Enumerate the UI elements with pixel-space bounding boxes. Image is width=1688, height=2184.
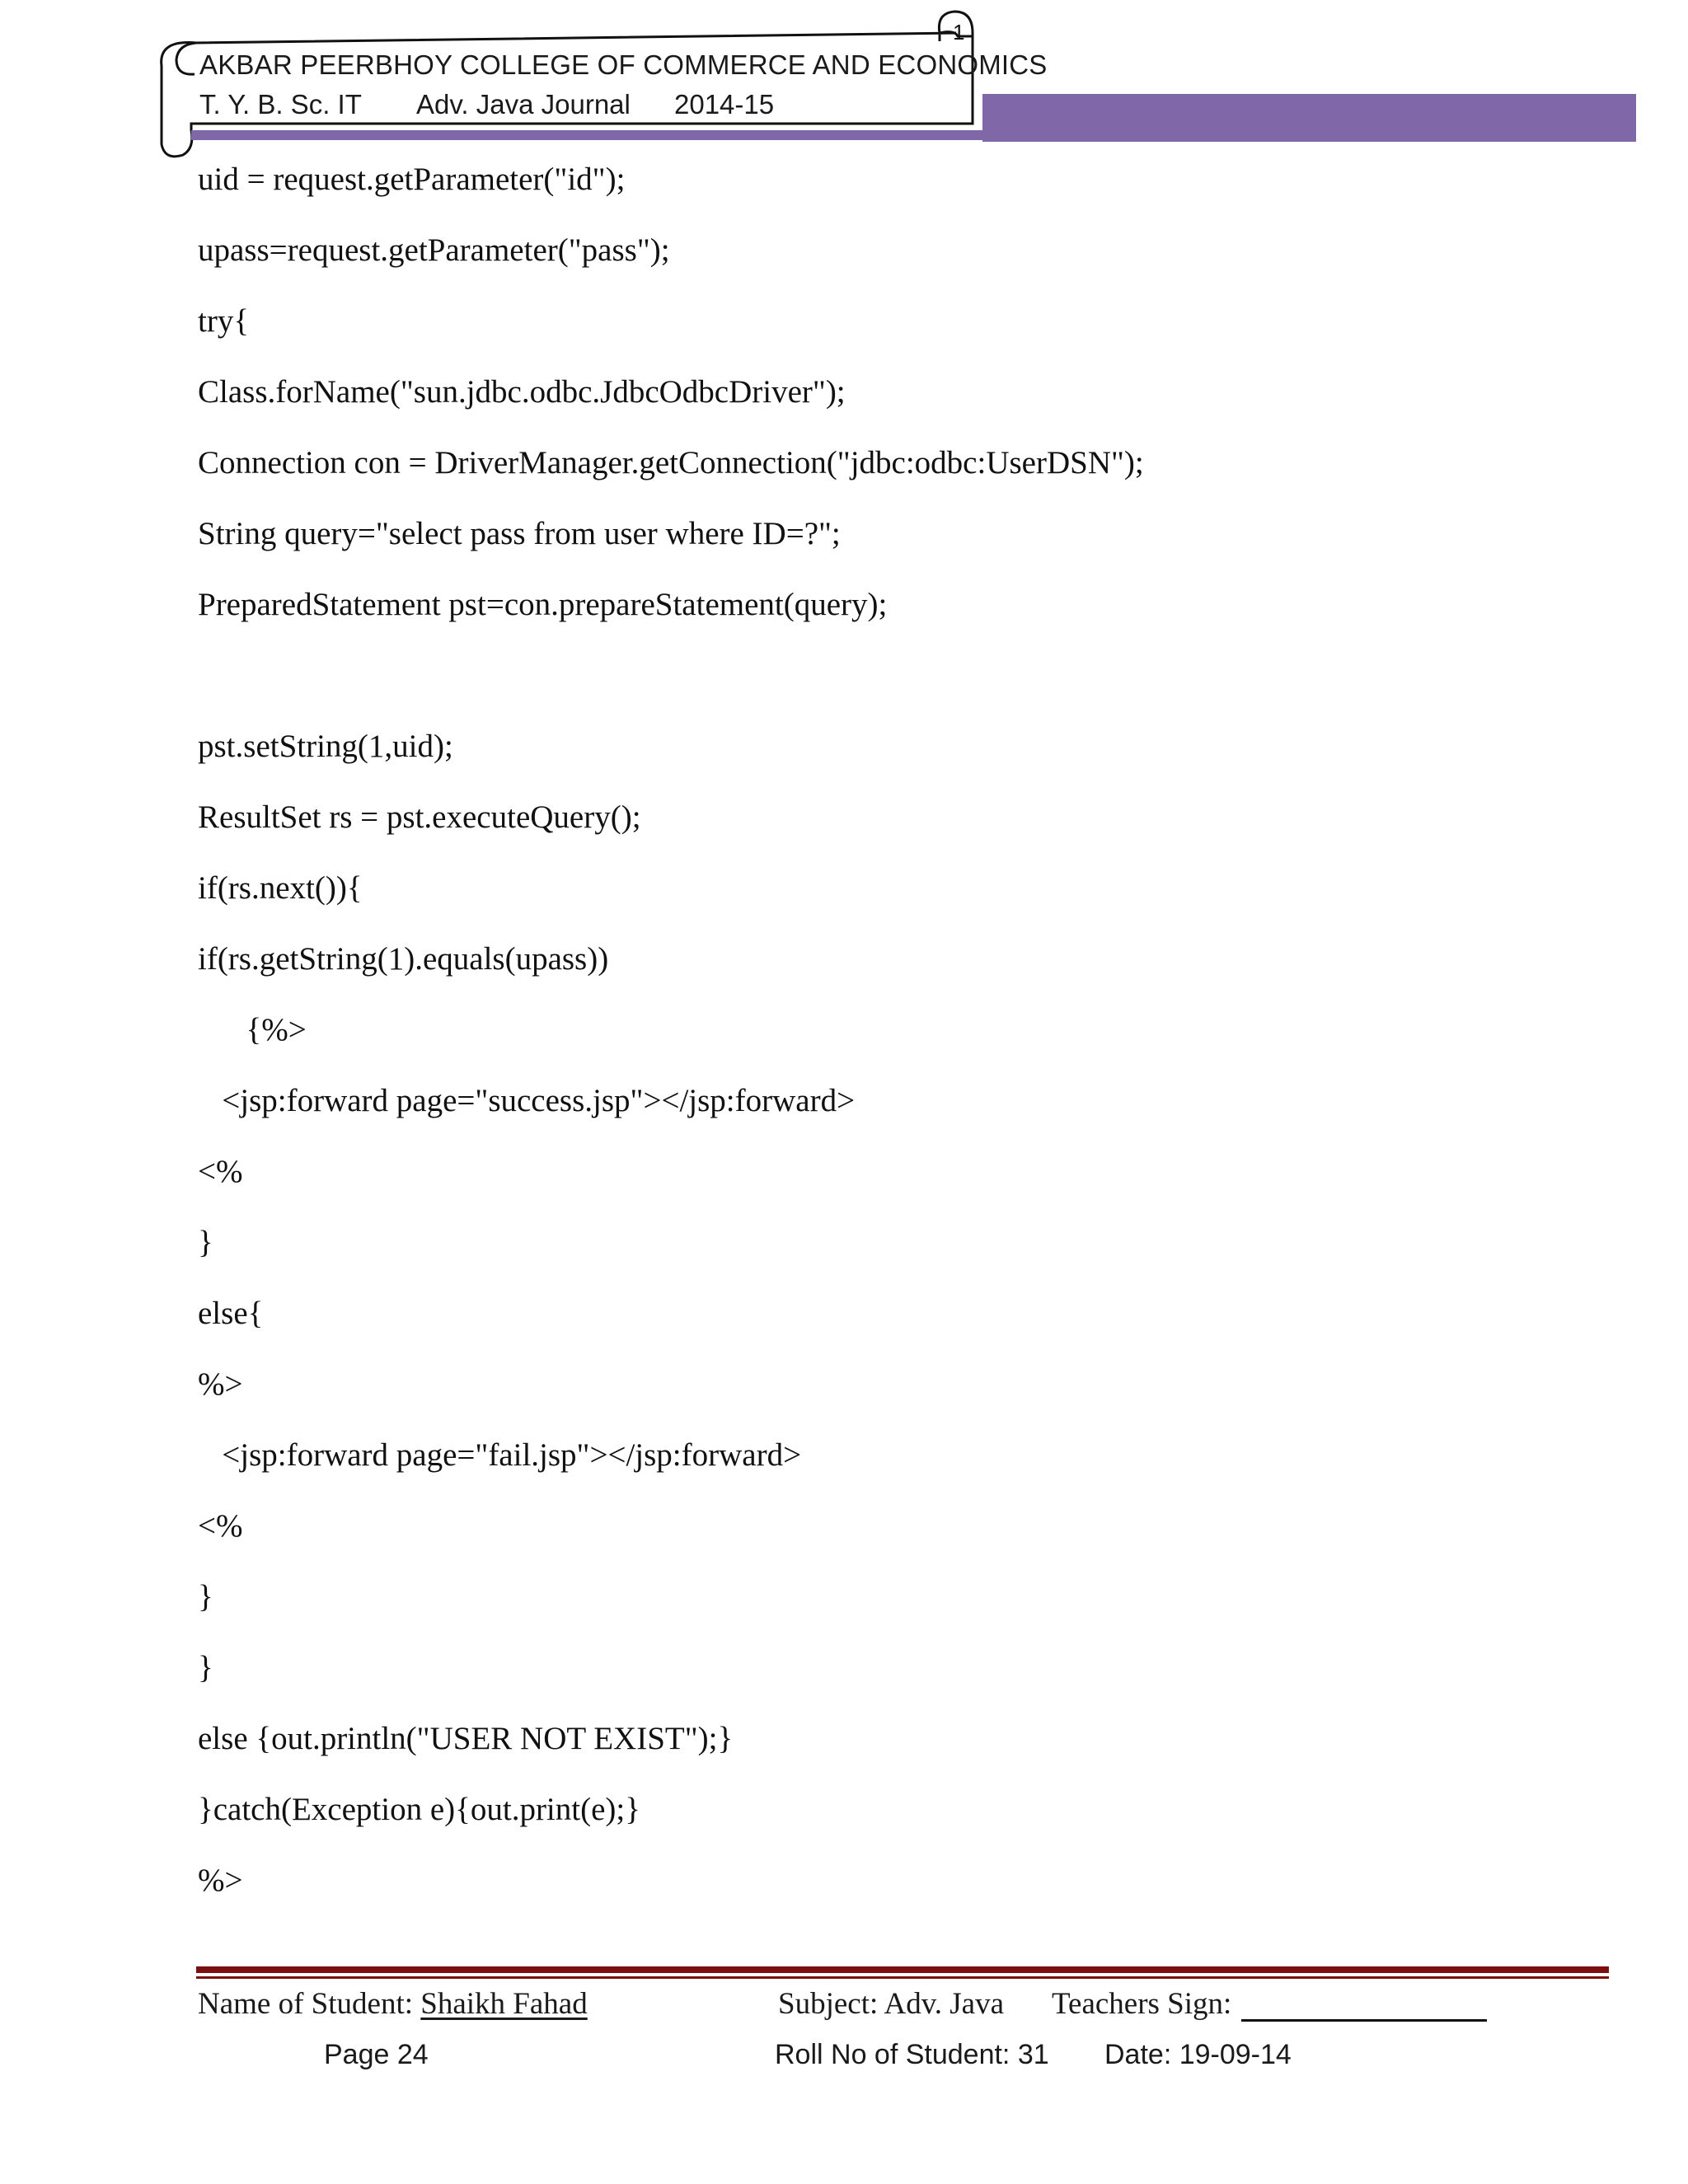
code-line: upass=request.getParameter("pass");: [198, 232, 670, 268]
subject-label: Subject: Adv. Java: [778, 1987, 1005, 2021]
footer-rule-thick: [196, 1966, 1609, 1973]
college-name: AKBAR PEERBHOY COLLEGE OF COMMERCE AND ECONOMICS: [199, 49, 1048, 80]
code-line: %>: [198, 1863, 243, 1898]
code-line: ResultSet rs = pst.executeQuery();: [198, 799, 641, 835]
teacher-sign-field: [1052, 1986, 1487, 2022]
code-line: try{: [198, 303, 250, 339]
page-header: [0, 0, 1688, 165]
code-line: PreparedStatement pst=con.prepareStatement(query);: [198, 587, 888, 622]
code-line: <jsp:forward page="fail.jsp"></jsp:forward>: [198, 1437, 802, 1473]
code-line: }: [198, 1650, 213, 1685]
code-line: %>: [198, 1366, 243, 1402]
roll-number: Roll No of Student: 31: [775, 2039, 1049, 2070]
code-line: pst.setString(1,uid);: [198, 729, 453, 764]
header-accent-underline: [191, 130, 982, 140]
teacher-sign-label: Teachers Sign:: [1052, 1987, 1232, 2021]
code-line: }: [198, 1579, 213, 1615]
footer-rule-thin: [196, 1976, 1609, 1979]
signature-line: [1241, 1991, 1487, 2022]
journal-title: Adv. Java Journal: [416, 89, 631, 120]
header-accent-bar: [982, 94, 1636, 142]
code-line: else {out.println("USER NOT EXIST");}: [198, 1721, 734, 1756]
code-line: <%: [198, 1508, 243, 1544]
code-line: uid = request.getParameter("id");: [198, 162, 626, 197]
code-line: <%: [198, 1154, 243, 1189]
code-line: Class.forName("sun.jdbc.odbc.JdbcOdbcDriver");: [198, 374, 846, 410]
code-line: if(rs.next()){: [198, 870, 363, 906]
student-name: Shaikh Fahad: [420, 1987, 588, 2021]
code-line: String query="select pass from user where ID=?";: [198, 516, 841, 551]
student-name-field: [198, 1986, 588, 2022]
code-line: <jsp:forward page="success.jsp"></jsp:forward>: [198, 1083, 856, 1118]
date-label: Date: 19-09-14: [1104, 2039, 1292, 2070]
scroll-banner-curl-left: [176, 43, 196, 74]
page-number: Page 24: [324, 2039, 429, 2070]
code-line: if(rs.getString(1).equals(upass)): [198, 941, 609, 977]
banner-number: 1: [953, 20, 965, 45]
scroll-banner-graphic: [0, 0, 1688, 165]
class-name: T. Y. B. Sc. IT: [199, 89, 362, 120]
code-line: }catch(Exception e){out.print(e);}: [198, 1792, 640, 1827]
code-line: Connection con = DriverManager.getConnection("jdbc:odbc:UserDSN");: [198, 445, 1144, 480]
journal-year: 2014-15: [674, 89, 775, 120]
code-line: else{: [198, 1296, 264, 1331]
code-line: }: [198, 1225, 213, 1260]
code-line: {%>: [198, 1012, 307, 1047]
student-name-label: Name of Student:: [198, 1987, 414, 2021]
code-line: [198, 653, 1599, 724]
code-listing: [198, 157, 1599, 1929]
